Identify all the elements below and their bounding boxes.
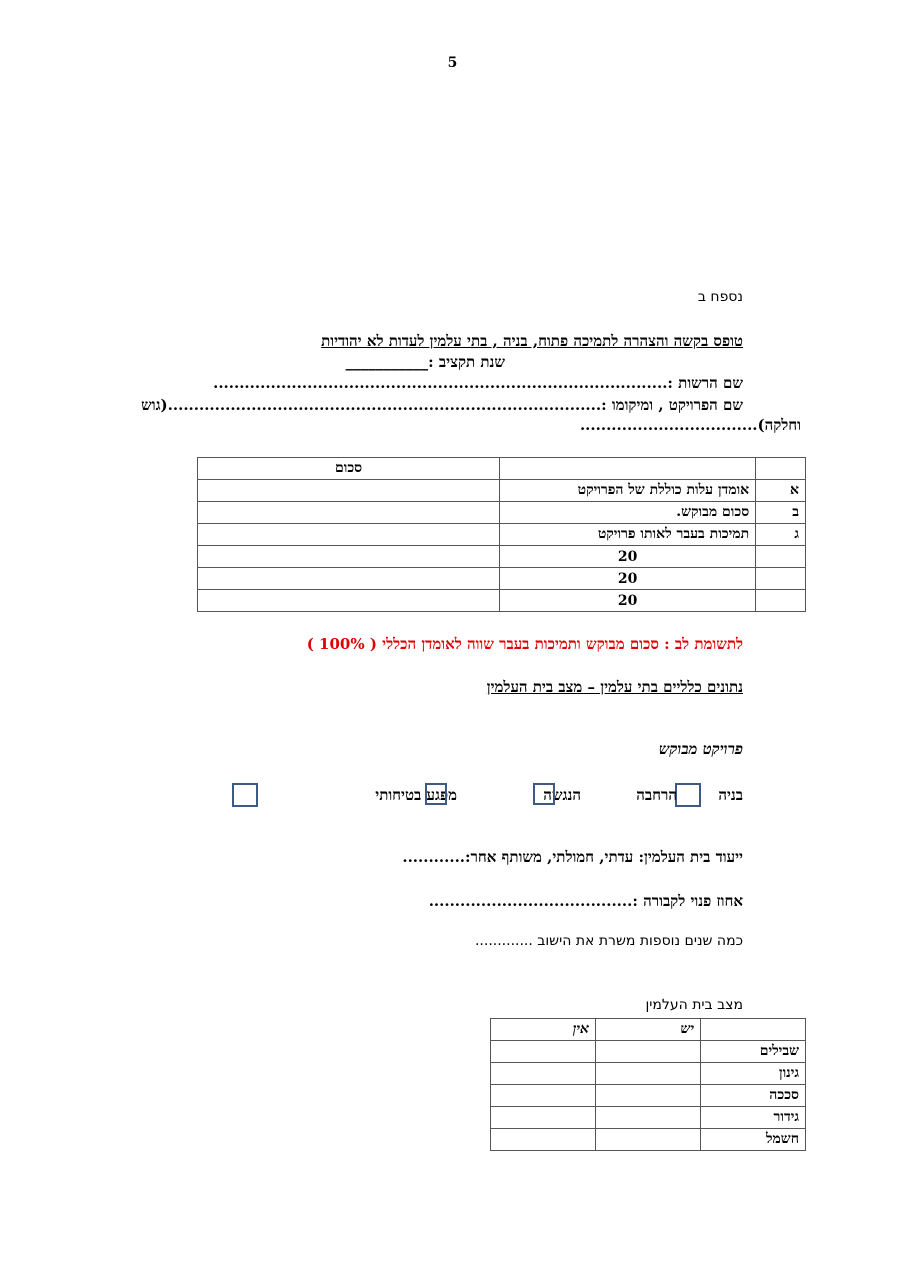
amount-column-header: סכום [198, 458, 500, 480]
table-row [198, 502, 806, 524]
year-cell: 20 [500, 546, 756, 568]
no-cell[interactable] [491, 1107, 596, 1129]
row-letter: ג [756, 524, 806, 546]
no-cell[interactable] [491, 1085, 596, 1107]
requested-project-heading: פרויקט מבוקש [658, 740, 743, 758]
table-cell [701, 1019, 806, 1041]
accessibility-checkbox[interactable] [533, 783, 555, 805]
no-cell[interactable] [491, 1129, 596, 1151]
construction-checkbox[interactable] [675, 783, 701, 807]
status-item: שבילים [701, 1041, 806, 1063]
table-row [198, 590, 806, 612]
cemetery-purpose-field: ייעוד בית העלמין: עדתי, חמולתי, משותף אחר:............ [402, 848, 743, 866]
no-cell[interactable] [491, 1063, 596, 1085]
table-cell [500, 458, 756, 480]
table-cell [756, 458, 806, 480]
appendix-label: נספח ב [697, 289, 743, 305]
option-label-accessibility: הנגשה [543, 786, 581, 804]
amount-cell[interactable] [198, 546, 500, 568]
option-label-safety-hazard: מפגע בטיחותי [375, 786, 457, 804]
no-cell[interactable] [491, 1041, 596, 1063]
table-row [198, 480, 806, 502]
row-letter: ב [756, 502, 806, 524]
budget-table [197, 457, 806, 612]
yes-column-header: יש [596, 1019, 701, 1041]
year-cell: 20 [500, 590, 756, 612]
status-item: סככה [701, 1085, 806, 1107]
amount-cell[interactable] [198, 502, 500, 524]
table-row [491, 1041, 806, 1063]
safety-hazard-checkbox[interactable] [425, 783, 447, 805]
cemetery-status-table [490, 1018, 806, 1151]
table-row [491, 1063, 806, 1085]
row-description: סכום מבוקש. [500, 502, 756, 524]
yes-cell[interactable] [596, 1129, 701, 1151]
status-item: חשמל [701, 1129, 806, 1151]
no-column-header: אין [491, 1019, 596, 1041]
table-row [491, 1129, 806, 1151]
cemetery-status-label: מצב בית העלמין [645, 997, 743, 1013]
extra-checkbox[interactable] [232, 783, 258, 807]
table-row [198, 546, 806, 568]
attention-note: לתשומת לב : סכום מבוקש ותמיכות בעבר שווה לאומדן הכללי ( 100% ) [306, 635, 743, 653]
amount-cell[interactable] [198, 524, 500, 546]
amount-cell[interactable] [198, 590, 500, 612]
project-name-field: שם הפרויקט , ומיקומו :...................................................................................(גוש [141, 396, 743, 414]
amount-cell[interactable] [198, 480, 500, 502]
status-item: גינון [701, 1063, 806, 1085]
amount-cell[interactable] [198, 568, 500, 590]
option-label-expansion: הרחבה [636, 786, 677, 804]
row-description: אומדן עלות כוללת של הפרויקט [500, 480, 756, 502]
year-cell: 20 [500, 568, 756, 590]
section-heading: נתונים כלליים בתי עלמין – מצב בית העלמין [486, 678, 743, 696]
option-label-construction: בניה [718, 786, 743, 804]
burial-percent-field: אחוז פנוי לקבורה :....................................... [428, 892, 743, 910]
page-number: 5 [447, 55, 458, 71]
yes-cell[interactable] [596, 1107, 701, 1129]
form-title: טופס בקשה והצהרה לתמיכה פתוח, בניה , בתי עלמין לעדות לא יהודיות [321, 332, 743, 350]
yes-cell[interactable] [596, 1085, 701, 1107]
yes-cell[interactable] [596, 1041, 701, 1063]
authority-name-field: שם הרשות :....................................................................................... [213, 374, 743, 392]
row-description: תמיכות בעבר לאותו פרויקט [500, 524, 756, 546]
status-item: גידור [701, 1107, 806, 1129]
table-row [198, 568, 806, 590]
table-row [491, 1107, 806, 1129]
row-letter [756, 568, 806, 590]
table-row [198, 524, 806, 546]
table-row [198, 458, 806, 480]
row-letter [756, 590, 806, 612]
table-row [491, 1019, 806, 1041]
yes-cell[interactable] [596, 1063, 701, 1085]
years-served-field: כמה שנים נוספות משרת את הישוב ............. [474, 933, 743, 949]
row-letter: א [756, 480, 806, 502]
table-row [491, 1085, 806, 1107]
budget-year-field: שנת תקציב :___________ [345, 353, 505, 371]
project-name-field-continuation: וחלקה).................................. [579, 416, 801, 434]
row-letter [756, 546, 806, 568]
